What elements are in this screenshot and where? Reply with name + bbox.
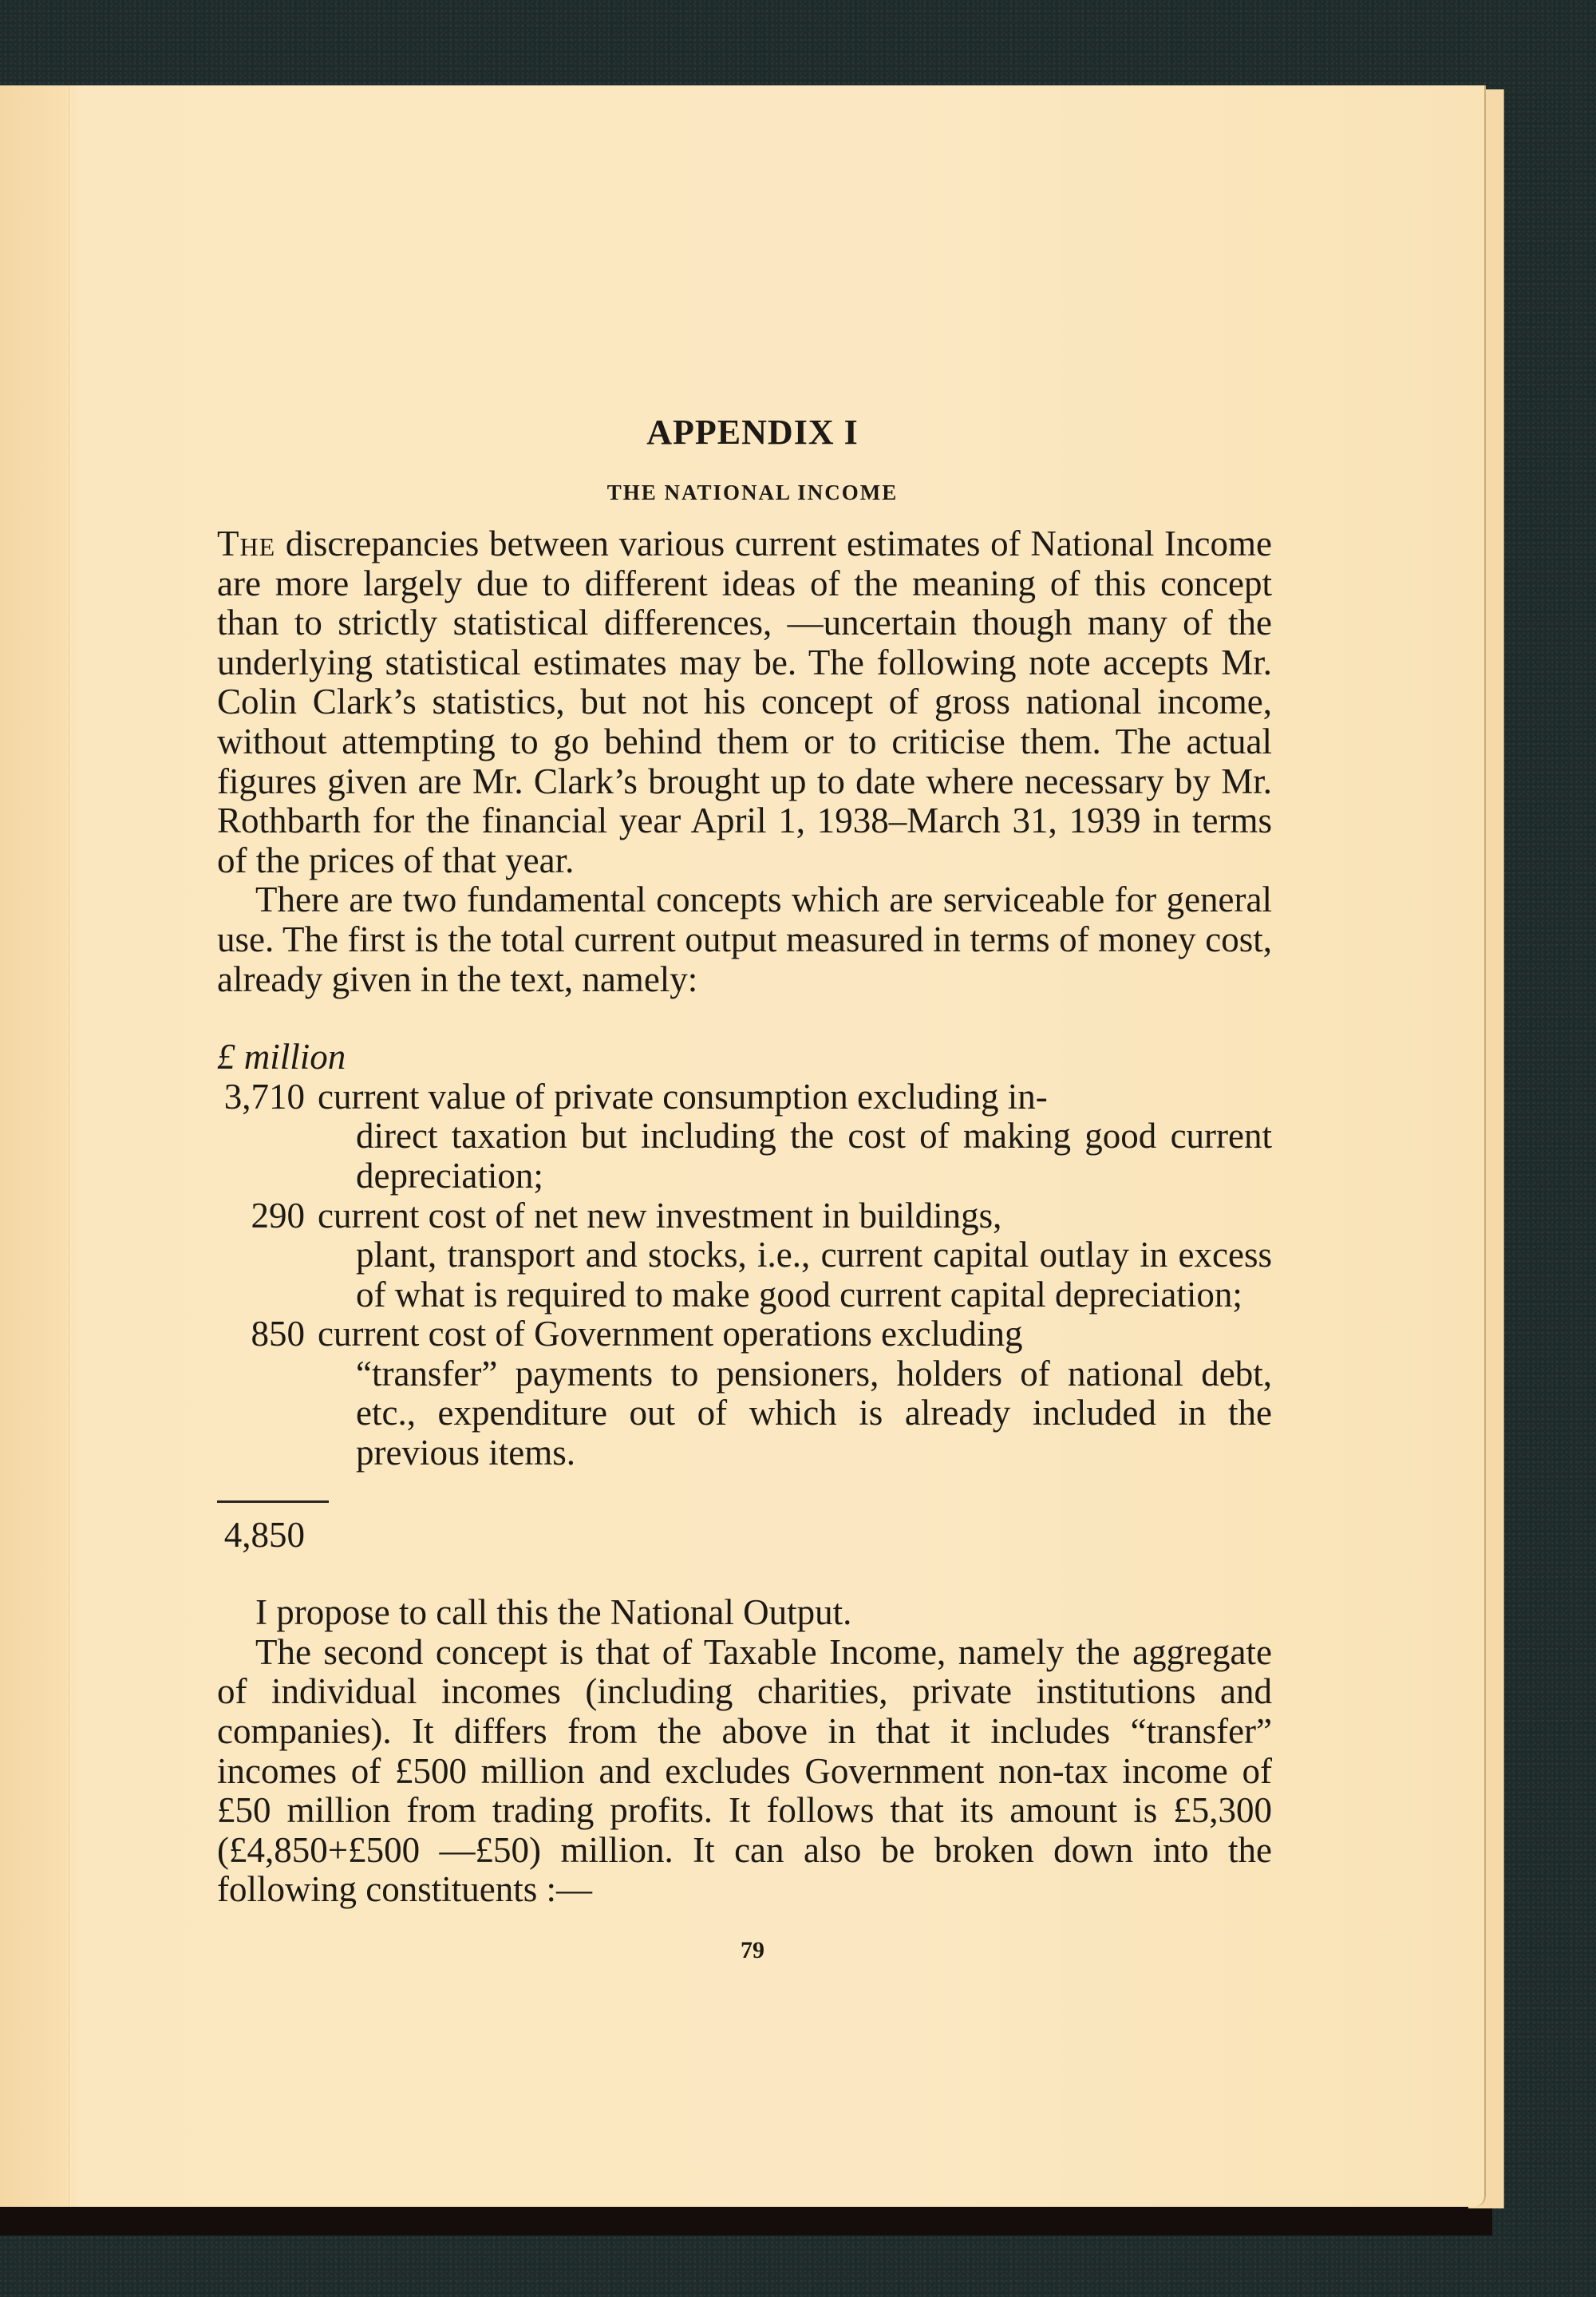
item-description: current value of private consumption excluding in- direct taxation but including the cost of making good current depreciation;: [318, 1076, 1272, 1196]
paragraph-intro-text: discrepancies between various current estimates of National Income are more largely due to different ideas of the meaning of this concept than to strictly statistical differences, —uncertain though many of the underlying statistical estimates may be. The following note accepts Mr. Colin Clark’s statistics, but not his concept of gross national income, without attempting to go behind them or to criticise them. The actual figures given are Mr. Clark’s brought up to date where necessary by Mr. Rothbarth for the financial year April 1, 1938–March 31, 1939 in terms of the prices of that year.: [217, 524, 1272, 880]
page-content: [217, 405, 1272, 1971]
output-breakdown-list: [217, 1077, 1272, 1473]
paragraph-concepts: There are two fundamental concepts which are serviceable for general use. The first is the total current output measured in terms of money cost, already given in the text, namely:: [217, 880, 1272, 999]
paragraph-intro: [217, 524, 1272, 880]
page-number: 79: [741, 1937, 764, 1963]
item-amount: 3,710: [223, 1076, 305, 1117]
appendix-title: APPENDIX I: [646, 413, 859, 452]
list-item: [217, 1315, 1272, 1473]
list-item: [217, 1077, 1272, 1196]
total-amount: 4,850: [223, 1514, 305, 1555]
lead-word: The: [217, 524, 276, 563]
section-title: THE NATIONAL INCOME: [606, 480, 899, 504]
list-item: [217, 1196, 1272, 1315]
gutter-fold: [69, 85, 71, 2207]
paragraph-taxable-income: The second concept is that of Taxable Income, namely the aggregate of individual incomes (including charities, private institutions and companies). It differs from the above in that it includes “transfer” incomes of £500 million and excludes Government non-tax income of £50 million from trading profits. It follows that its amount is £5,300 (£4,850+£500 —£50) million. It can also be broken down into the following constituents :—: [217, 1631, 1272, 1910]
page-shadow: [0, 2207, 1492, 2236]
item-amount: 290: [251, 1195, 305, 1235]
total-rule: [217, 1500, 329, 1503]
unit-label: £ million: [217, 1037, 346, 1077]
item-amount: 850: [251, 1314, 305, 1354]
item-description: current cost of net new investment in buildings, plant, transport and stocks, i.e., current capital outlay in excess of what is required to make good current capital depreciation;: [318, 1195, 1272, 1315]
book-page: [0, 85, 1486, 2207]
paragraph-national-output: I propose to call this the National Output.: [255, 1592, 852, 1633]
item-description: current cost of Government operations excluding “transfer” payments to pensioners, holders of national debt, etc., expenditure out of which is already included in the previous items.: [318, 1314, 1272, 1473]
